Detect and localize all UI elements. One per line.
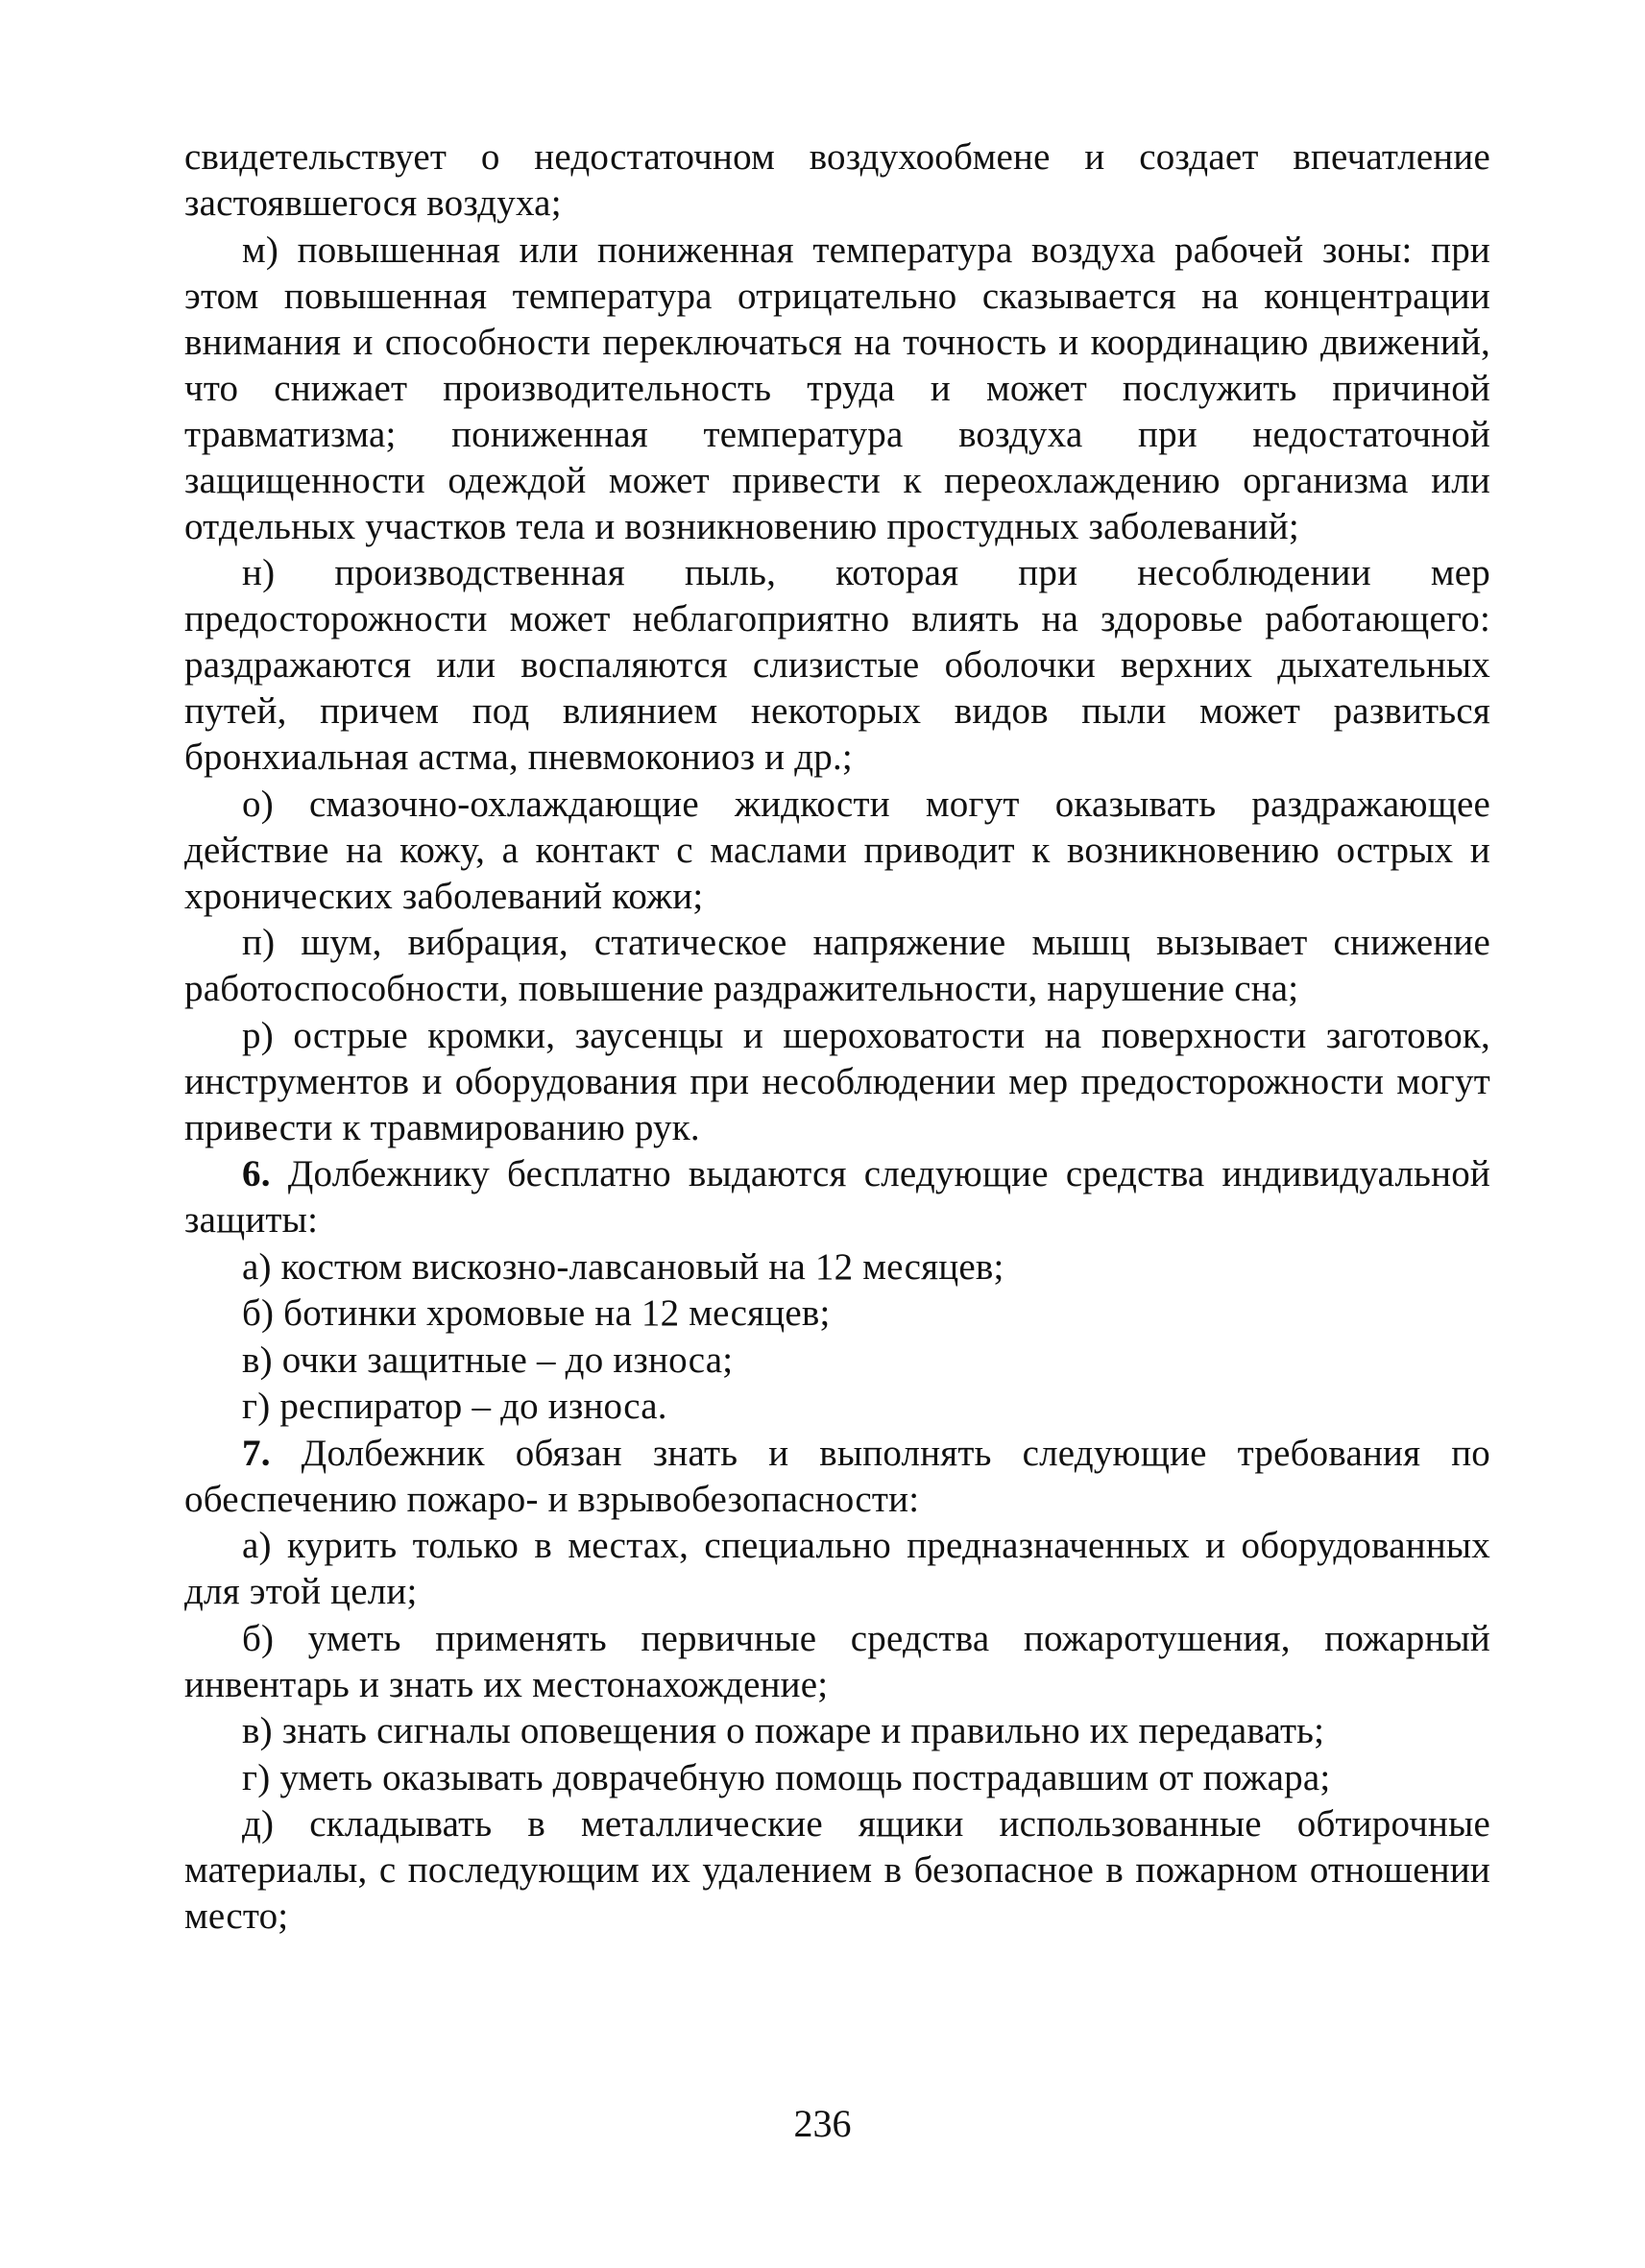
section-number: 7. (242, 1432, 271, 1474)
section-number: 6. (242, 1153, 271, 1194)
paragraph-item-o: о) смазочно-охлаждающие жидкости могут оказывать раздражающее действие на кожу, а контакт с маслами приводит к возникновению острых и хронических заболеваний кожи; (184, 783, 1490, 917)
paragraph-item-a: а) костюм вискозно-лавсановый на 12 месяцев; (242, 1245, 1004, 1288)
paragraph-item-v: в) очки защитные – до износа; (242, 1339, 734, 1381)
paragraph-item-g: г) уметь оказывать доврачебную помощь пострадавшим от пожара; (242, 1756, 1331, 1798)
paragraph-item-b: б) ботинки хромовые на 12 месяцев; (242, 1292, 831, 1334)
paragraph-item-m: м) повышенная или пониженная температура воздуха рабочей зоны: при этом повышенная температура отрицательно сказывается на концентрации внимания и способности переключаться на точность и координацию движений, что снижает производительность труда и может послужить причиной травматизма; пониженная температура воздуха при недостаточной защищенности одеждой может привести к переохлаждению организма или отдельных участков тела и возникновению простудных заболеваний; (184, 229, 1490, 547)
paragraph-section-7 (184, 1431, 1490, 1523)
paragraph-item-n: н) производственная пыль, которая при несоблюдении мер предосторожности может неблагоприятно влиять на здоровье работающего: раздражаются или воспаляются слизистые оболочки верхних дыхательных путей, причем под влиянием некоторых видов пыли может развиться бронхиальная астма, пневмокониоз и др.; (184, 552, 1490, 778)
document-body (184, 134, 1490, 1941)
paragraph-item-b: б) уметь применять первичные средства пожаротушения, пожарный инвентарь и знать их местонахождение; (184, 1617, 1490, 1705)
paragraph-item-d: д) складывать в металлические ящики использованные обтирочные материалы, с последующим их удалением в безопасное в пожарном отношении место; (184, 1803, 1490, 1937)
paragraph-item-g: г) респиратор – до износа. (242, 1386, 667, 1427)
paragraph-item-v: в) знать сигналы оповещения о пожаре и правильно их передавать; (242, 1710, 1325, 1751)
paragraph-item-p: п) шум, вибрация, статическое напряжение мышц вызывает снижение работоспособности, повышение раздражительности, нарушение сна; (184, 922, 1490, 1009)
page-number: 236 (793, 2102, 852, 2145)
section-text: Долбежнику бесплатно выдаются следующие средства индивидуальной защиты: (184, 1153, 1490, 1241)
paragraph-item-a: а) курить только в местах, специально предназначенных и оборудованных для этой цели; (184, 1525, 1490, 1612)
paragraph-section-6 (184, 1151, 1490, 1243)
section-text: Долбежник обязан знать и выполнять следующие требования по обеспечению пожаро- и взрывобезопасности: (184, 1432, 1490, 1520)
paragraph-item-r: р) острые кромки, заусенцы и шероховатости на поверхности заготовок, инструментов и оборудования при несоблюдении мер предосторожности могут привести к травмированию рук. (184, 1014, 1490, 1148)
paragraph-continuation: свидетельствует о недостаточном воздухообмене и создает впечатление застоявшегося воздуха; (184, 136, 1490, 224)
